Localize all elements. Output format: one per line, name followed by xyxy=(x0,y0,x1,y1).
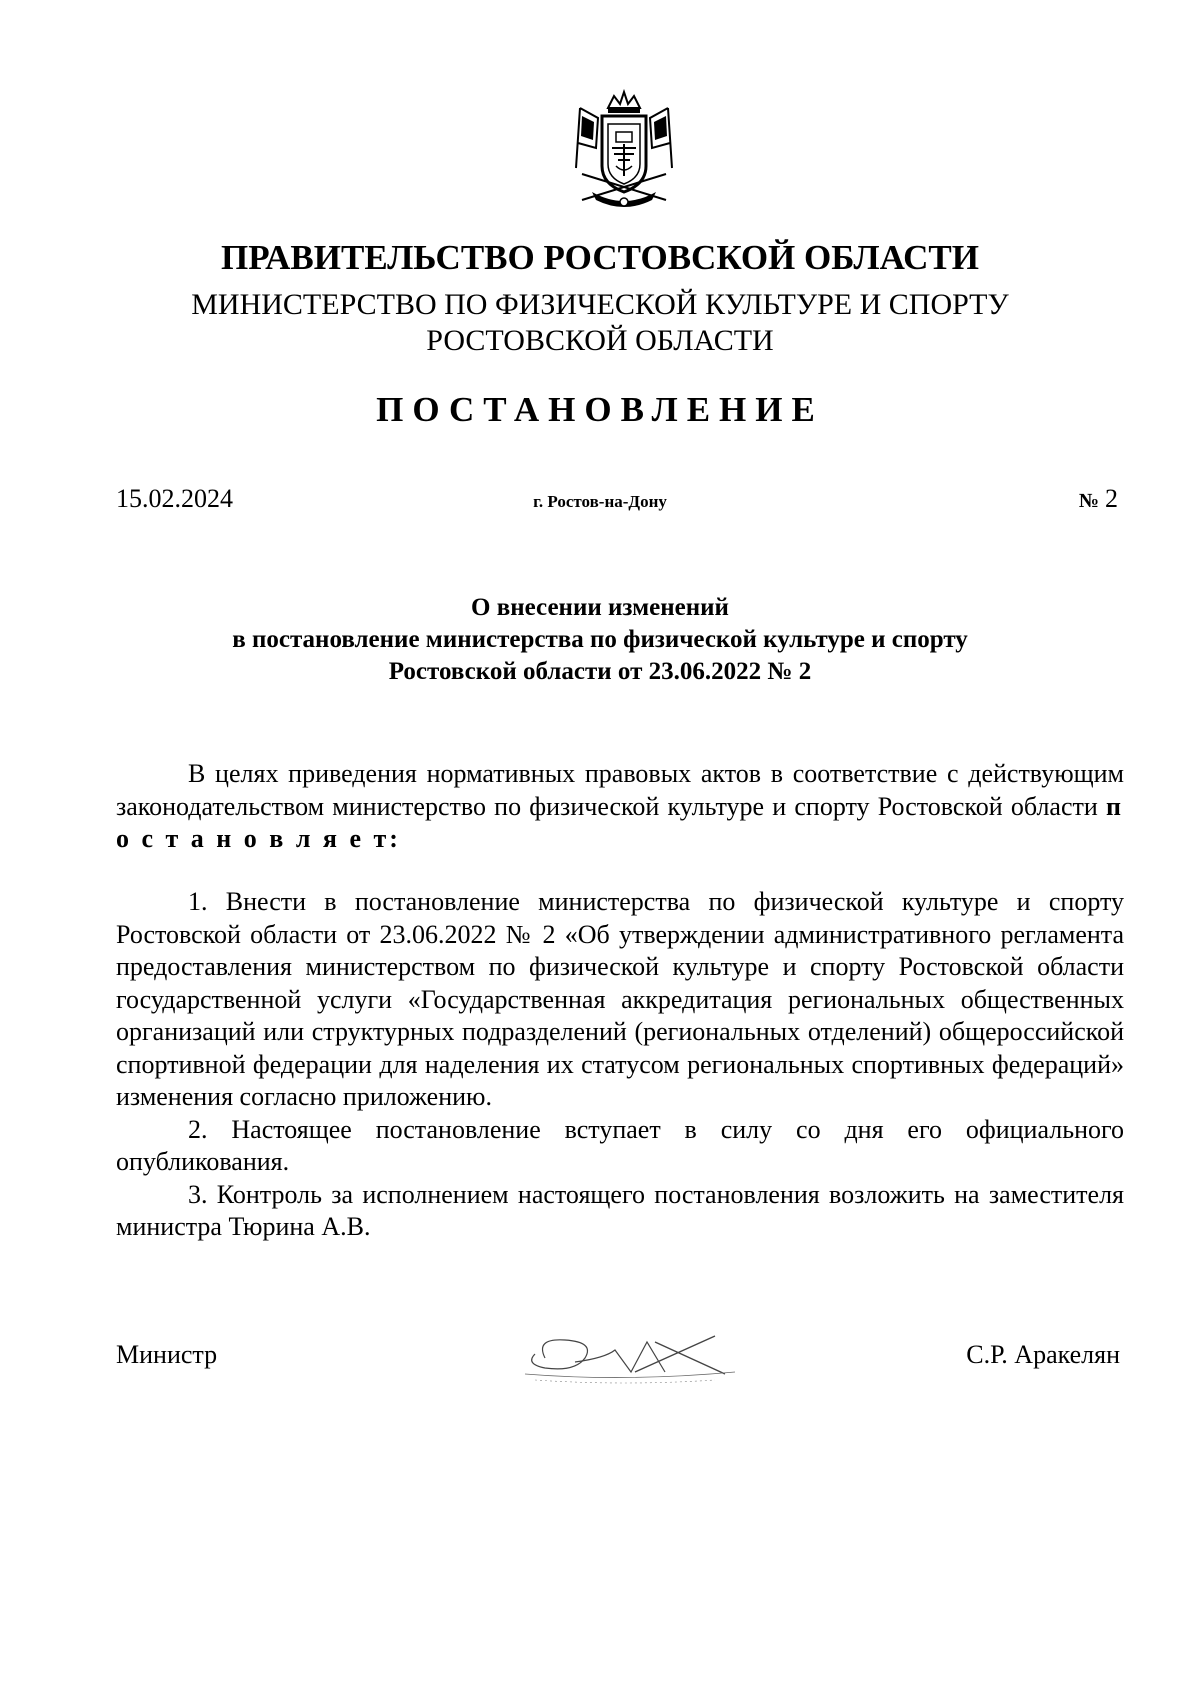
number-sign: № xyxy=(1078,490,1099,512)
document-date: 15.02.2024 xyxy=(116,484,233,513)
document-subject xyxy=(0,592,1200,688)
resolves-word: п о с т а н о в л я е т: xyxy=(116,791,1125,853)
resolution-items xyxy=(116,886,1124,1244)
document-type-title: ПОСТАНОВЛЕНИЕ xyxy=(376,390,824,429)
resolution-item-3: 3. Контроль за исполнением настоящего постановления возложить на заместителя министра Тюрина А.В. xyxy=(116,1179,1124,1241)
resolution-item-2: 2. Настоящее постановление вступает в силу со дня его официального опубликования. xyxy=(116,1114,1124,1176)
subject-line-3: Ростовской области от 23.06.2022 № 2 xyxy=(388,658,812,685)
ministry-name-line-2: РОСТОВСКОЙ ОБЛАСТИ xyxy=(426,324,774,357)
intro-paragraph xyxy=(116,758,1124,856)
document-city: г. Ростов-на-Дону xyxy=(533,492,667,511)
coat-of-arms-icon xyxy=(568,88,680,210)
ministry-name-line-1: МИНИСТЕРСТВО ПО ФИЗИЧЕСКОЙ КУЛЬТУРЕ И СПОРТУ xyxy=(191,288,1009,321)
handwritten-signature-icon xyxy=(515,1328,745,1388)
signatory-title: Министр xyxy=(116,1340,218,1369)
subject-line-2: в постановление министерства по физической культуре и спорту xyxy=(232,626,968,653)
signatory-name: С.Р. Аракелян xyxy=(966,1340,1120,1369)
government-title: ПРАВИТЕЛЬСТВО РОСТОВСКОЙ ОБЛАСТИ xyxy=(221,238,979,277)
subject-line-1: О внесении изменений xyxy=(471,594,729,621)
intro-text: В целях приведения нормативных правовых актов в соответствие с действующим законодательством министерство по физической культуре и спорту Ростовской области xyxy=(116,759,1124,821)
number-value: 2 xyxy=(1105,484,1118,513)
resolution-item-1: 1. Внести в постановление министерства по физической культуре и спорту Ростовской области от 23.06.2022 № 2 «Об утверждении административного регламента предоставления министерством по физической культуре и спорту Ростовской области государственной услуги «Государственная аккредитация региональных общественных организаций или структурных подразделений (региональных отделений) общероссийской спортивной федерации для наделения их статусом региональных спортивных федераций» изменения согласно приложению. xyxy=(116,887,1124,1111)
document-number xyxy=(1079,484,1118,514)
